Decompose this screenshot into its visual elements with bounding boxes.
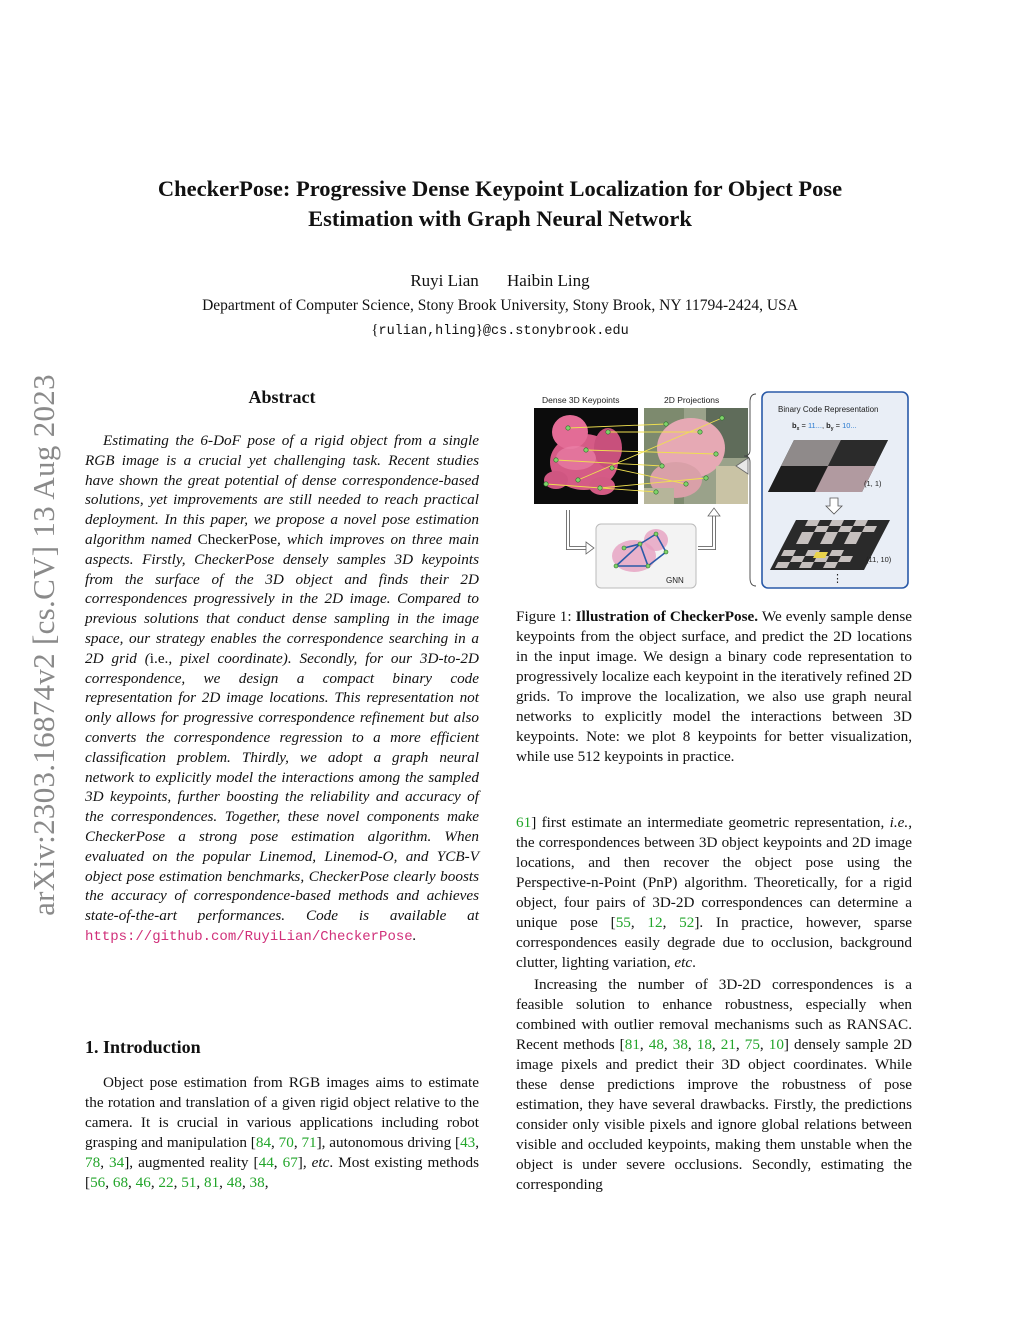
citation[interactable]: 70 bbox=[278, 1134, 294, 1151]
citation[interactable]: 43 bbox=[460, 1134, 476, 1151]
arxiv-stamp: arXiv:2303.16874v2 [cs.CV] 13 Aug 2023 bbox=[26, 374, 61, 916]
citation[interactable]: 67 bbox=[282, 1154, 298, 1171]
citation[interactable]: 48 bbox=[226, 1174, 242, 1191]
citation[interactable]: 10 bbox=[768, 1036, 784, 1053]
citation[interactable]: 84 bbox=[255, 1134, 272, 1151]
citation[interactable]: 21 bbox=[720, 1036, 736, 1053]
right-column-body: 61] first estimate an intermediate geometric representation, i.e., the correspondences between 3D object keypoints and 2D image locations, and then recover the object pose using the Perspective-n-Point (PnP) algorithm. Theoretically, for a rigid object, four pairs of 3D-2D correspondences can determine a unique pose [55, 12, 52]. In practice, however, sparse correspondences easily degrade due to occlusion, background clutter, lighting variation, etc. Increasing the number of 3D-2D correspondences is a feasible solution to enhance robustness, especially when combined with outlier removal mechanisms such as RANSAC. Recent methods [81, 48, 38, 18, 21, 75, 10] densely sample 2D image pixels and predict their 3D object coordinates. While these dense predictions improve the robustness of pose estimation, they have several drawbacks. Firstly, the predictions consider only visible pixels and ignore global relations between visible and occluded keypoints, making them unstable when the object is under severe occlusions. Secondly, estimating the corresponding bbox=[516, 814, 913, 1193]
arrow-to-gnn-icon bbox=[586, 542, 594, 554]
abstract-body: Estimating the 6-DoF pose of a rigid object from a single RGB image is a crucial yet challenging task. Recent studies have shown the great potential of dense correspondence-based solutions, yet improvements are still needed to reach practical deployment. In this paper, we propose a novel pose estimation algorithm named CheckerPose, which improves on three main aspects. Firstly, CheckerPose densely samples 3D keypoints from the surface of the 3D object and finds their 2D correspondences progressively in the 2D image. Compared to previous solutions that conduct dense sampling in the image space, our strategy enables the correspondence searching in a 2D grid (i.e., pixel coordinate). Secondly, for our 3D-to-2D correspondence, we design a compact binary code representation for 2D image locations. This representation not only allows for progressive correspondence refinement but also converts the correspondence regression to a more efficient classification problem. Thirdly, we adopt a graph neural network to explicitly model the interactions among the sampled 3D keypoints, further boosting the reliability and accuracy of the correspondences. Together, these novel components make CheckerPose a strong pose estimation algorithm. When evaluated on the popular Linemod, Linemod-O, and YCB-V object pose estimation benchmarks, CheckerPose clearly boosts the accuracy of correspondence-based methods and achieves state-of-the-art performances. Code is available at https://github.com/RuyiLian/CheckerPose. bbox=[85, 432, 479, 945]
arrow-from-gnn-icon bbox=[708, 508, 720, 516]
grid-coordinate-1: (1, 1) bbox=[864, 479, 882, 488]
affiliation: Department of Computer Science, Stony Brook University, Stony Brook, NY 11794-2424, USA bbox=[202, 297, 798, 314]
title-line-1: CheckerPose: Progressive Dense Keypoint Localization for Object Pose bbox=[157, 176, 843, 201]
citation[interactable]: 46 bbox=[135, 1174, 151, 1191]
grid-coordinate-2: (11, 10) bbox=[866, 555, 892, 564]
figure-1-illustration bbox=[516, 388, 912, 592]
label-2d-projections: 2D Projections bbox=[664, 395, 720, 405]
code-link[interactable]: https://github.com/RuyiLian/CheckerPose bbox=[85, 928, 413, 945]
author-1: Ruyi Lian bbox=[410, 271, 479, 290]
citation[interactable]: 48 bbox=[648, 1036, 664, 1053]
abstract-heading: Abstract bbox=[248, 387, 316, 407]
citation[interactable]: 61 bbox=[516, 814, 532, 831]
citation[interactable]: 38 bbox=[249, 1174, 265, 1191]
citation[interactable]: 22 bbox=[158, 1174, 174, 1191]
code-bx: $b_x = 11$..., $b_y = 10$... bbox=[792, 421, 857, 432]
citation[interactable]: 56 bbox=[90, 1174, 106, 1191]
figure-caption: Figure 1: Illustration of CheckerPose. We evenly sample dense keypoints from the object surface, and predict the 2D locations in the input image. We design a binary code representation to progressively localize each keypoint in the iteratively refined 2D grids. To improve the localization, we also use graph neural networks to explicitly model the interactions between 3D keypoints. Note: we plot 8 keypoints for better visualization, while use 512 keypoints in practice. bbox=[516, 608, 913, 765]
citation[interactable]: 71 bbox=[301, 1134, 317, 1151]
citation[interactable]: 51 bbox=[181, 1174, 197, 1191]
section-heading-introduction: 1. Introduction bbox=[85, 1037, 201, 1057]
introduction-body: Object pose estimation from RGB images aims to estimate the rotation and translation of a given rigid object relative to the camera. It is crucial in various applications including robot grasping and manipulation [84, 70, 71], autonomous driving [43, 78, 34], augmented reality [44, 67], etc. Most existing methods [56, 68, 46, 22, 51, 81, 48, 38, bbox=[85, 1074, 480, 1191]
paper-title bbox=[100, 174, 900, 234]
email: {rulian,hling}@cs.stonybrook.edu bbox=[371, 322, 629, 339]
label-dense-keypoints: Dense 3D Keypoints bbox=[542, 395, 620, 405]
citation[interactable]: 52 bbox=[679, 914, 695, 931]
citation[interactable]: 34 bbox=[109, 1154, 125, 1171]
citation[interactable]: 44 bbox=[258, 1154, 274, 1171]
title-line-2: Estimation with Graph Neural Network bbox=[308, 206, 692, 231]
projection-image bbox=[644, 408, 748, 504]
label-binary-code: Binary Code Representation bbox=[778, 405, 879, 414]
citation[interactable]: 18 bbox=[696, 1036, 712, 1053]
citation[interactable]: 75 bbox=[744, 1036, 760, 1053]
figure-1 bbox=[516, 388, 912, 592]
more-levels-ellipsis: ⋮ bbox=[832, 573, 843, 585]
author-2: Haibin Ling bbox=[507, 271, 590, 290]
citation[interactable]: 12 bbox=[647, 914, 663, 931]
citation[interactable]: 55 bbox=[615, 914, 631, 931]
authors bbox=[0, 271, 1000, 291]
citation[interactable]: 78 bbox=[85, 1154, 101, 1171]
citation[interactable]: 81 bbox=[624, 1036, 640, 1053]
citation[interactable]: 68 bbox=[112, 1174, 129, 1191]
citation[interactable]: 38 bbox=[672, 1036, 688, 1053]
gnn-label: GNN bbox=[666, 576, 684, 585]
citation[interactable]: 81 bbox=[203, 1174, 220, 1191]
